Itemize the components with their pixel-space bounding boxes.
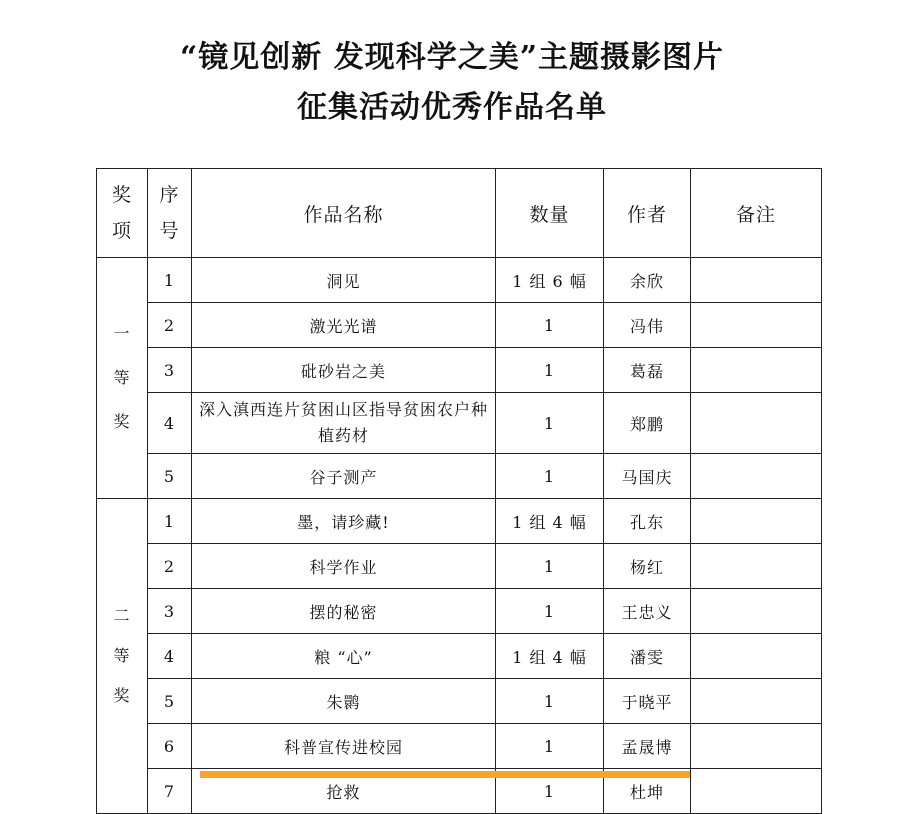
table-row — [97, 724, 822, 769]
highlight-underline — [200, 771, 690, 778]
row-author: 孟晟博 — [604, 724, 691, 769]
row-name: 谷子测产 — [192, 454, 496, 499]
table-row — [97, 454, 822, 499]
row-author: 王忠义 — [604, 589, 691, 634]
row-count: 1 — [496, 544, 604, 589]
row-count: 1 组 4 幅 — [496, 634, 604, 679]
row-count: 1 — [496, 724, 604, 769]
award-char: 二 — [113, 606, 131, 625]
row-name: 科普宣传进校园 — [192, 724, 496, 769]
row-author: 马国庆 — [604, 454, 691, 499]
row-name: 朱鹮 — [192, 679, 496, 724]
row-name: 墨，请珍藏! — [192, 499, 496, 544]
row-no: 4 — [148, 393, 192, 454]
award-table — [96, 168, 822, 814]
row-count: 1 — [496, 679, 604, 724]
award-char: 奖 — [113, 412, 131, 431]
row-author: 孔东 — [604, 499, 691, 544]
row-remark — [691, 393, 822, 454]
table-header-row — [97, 169, 822, 258]
header-index-char: 序 — [159, 184, 180, 206]
table-row — [97, 499, 822, 544]
award-char: 奖 — [113, 686, 131, 705]
row-author: 葛磊 — [604, 348, 691, 393]
table-row — [97, 589, 822, 634]
row-remark — [691, 348, 822, 393]
row-remark — [691, 634, 822, 679]
document-title-line1: “镜见创新 发现科学之美”主题摄影图片 — [180, 40, 724, 75]
row-author: 于晓平 — [604, 679, 691, 724]
row-remark — [691, 303, 822, 348]
row-remark — [691, 679, 822, 724]
header-name: 作品名称 — [192, 169, 496, 258]
header-index-char: 号 — [159, 220, 180, 242]
table-row — [97, 679, 822, 724]
award-char: 等 — [113, 368, 131, 387]
table-row — [97, 393, 822, 454]
header-award-char: 项 — [111, 220, 132, 242]
row-no: 4 — [148, 634, 192, 679]
row-name: 抢救 — [192, 769, 496, 814]
row-name: 粮 “心” — [192, 634, 496, 679]
header-count: 数量 — [496, 169, 604, 258]
row-remark — [691, 589, 822, 634]
award-first-prize — [97, 258, 148, 499]
row-name: 激光光谱 — [192, 303, 496, 348]
row-author: 潘雯 — [604, 634, 691, 679]
table-row — [97, 544, 822, 589]
row-author: 杜坤 — [604, 769, 691, 814]
row-author: 余欣 — [604, 258, 691, 303]
row-name: 深入滇西连片贫困山区指导贫困农户种植药材 — [192, 393, 496, 454]
row-author: 杨红 — [604, 544, 691, 589]
award-char: 一 — [113, 324, 131, 343]
row-count: 1 组 6 幅 — [496, 258, 604, 303]
row-no: 7 — [148, 769, 192, 814]
row-no: 5 — [148, 454, 192, 499]
row-no: 2 — [148, 303, 192, 348]
row-author: 郑鹏 — [604, 393, 691, 454]
row-remark — [691, 724, 822, 769]
row-no: 3 — [148, 348, 192, 393]
row-no: 1 — [148, 258, 192, 303]
row-no: 1 — [148, 499, 192, 544]
row-remark — [691, 544, 822, 589]
document-title-line2: 征集活动优秀作品名单 — [297, 90, 607, 125]
row-name: 洞见 — [192, 258, 496, 303]
row-count: 1 — [496, 769, 604, 814]
row-no: 3 — [148, 589, 192, 634]
header-award — [97, 169, 148, 258]
row-count: 1 — [496, 589, 604, 634]
row-remark — [691, 769, 822, 814]
header-remark: 备注 — [691, 169, 822, 258]
row-no: 6 — [148, 724, 192, 769]
header-award-char: 奖 — [111, 184, 132, 206]
row-remark — [691, 454, 822, 499]
row-name: 摆的秘密 — [192, 589, 496, 634]
table-row — [97, 348, 822, 393]
row-name: 科学作业 — [192, 544, 496, 589]
row-count: 1 — [496, 454, 604, 499]
row-no: 5 — [148, 679, 192, 724]
table-row — [97, 634, 822, 679]
header-author: 作者 — [604, 169, 691, 258]
row-no: 2 — [148, 544, 192, 589]
table-row — [97, 258, 822, 303]
row-count: 1 组 4 幅 — [496, 499, 604, 544]
row-count: 1 — [496, 393, 604, 454]
row-name: 砒砂岩之美 — [192, 348, 496, 393]
award-char: 等 — [113, 646, 131, 665]
row-author: 冯伟 — [604, 303, 691, 348]
row-remark — [691, 499, 822, 544]
row-remark — [691, 258, 822, 303]
row-count: 1 — [496, 303, 604, 348]
header-index — [148, 169, 192, 258]
row-count: 1 — [496, 348, 604, 393]
award-second-prize — [97, 499, 148, 814]
table-row — [97, 303, 822, 348]
